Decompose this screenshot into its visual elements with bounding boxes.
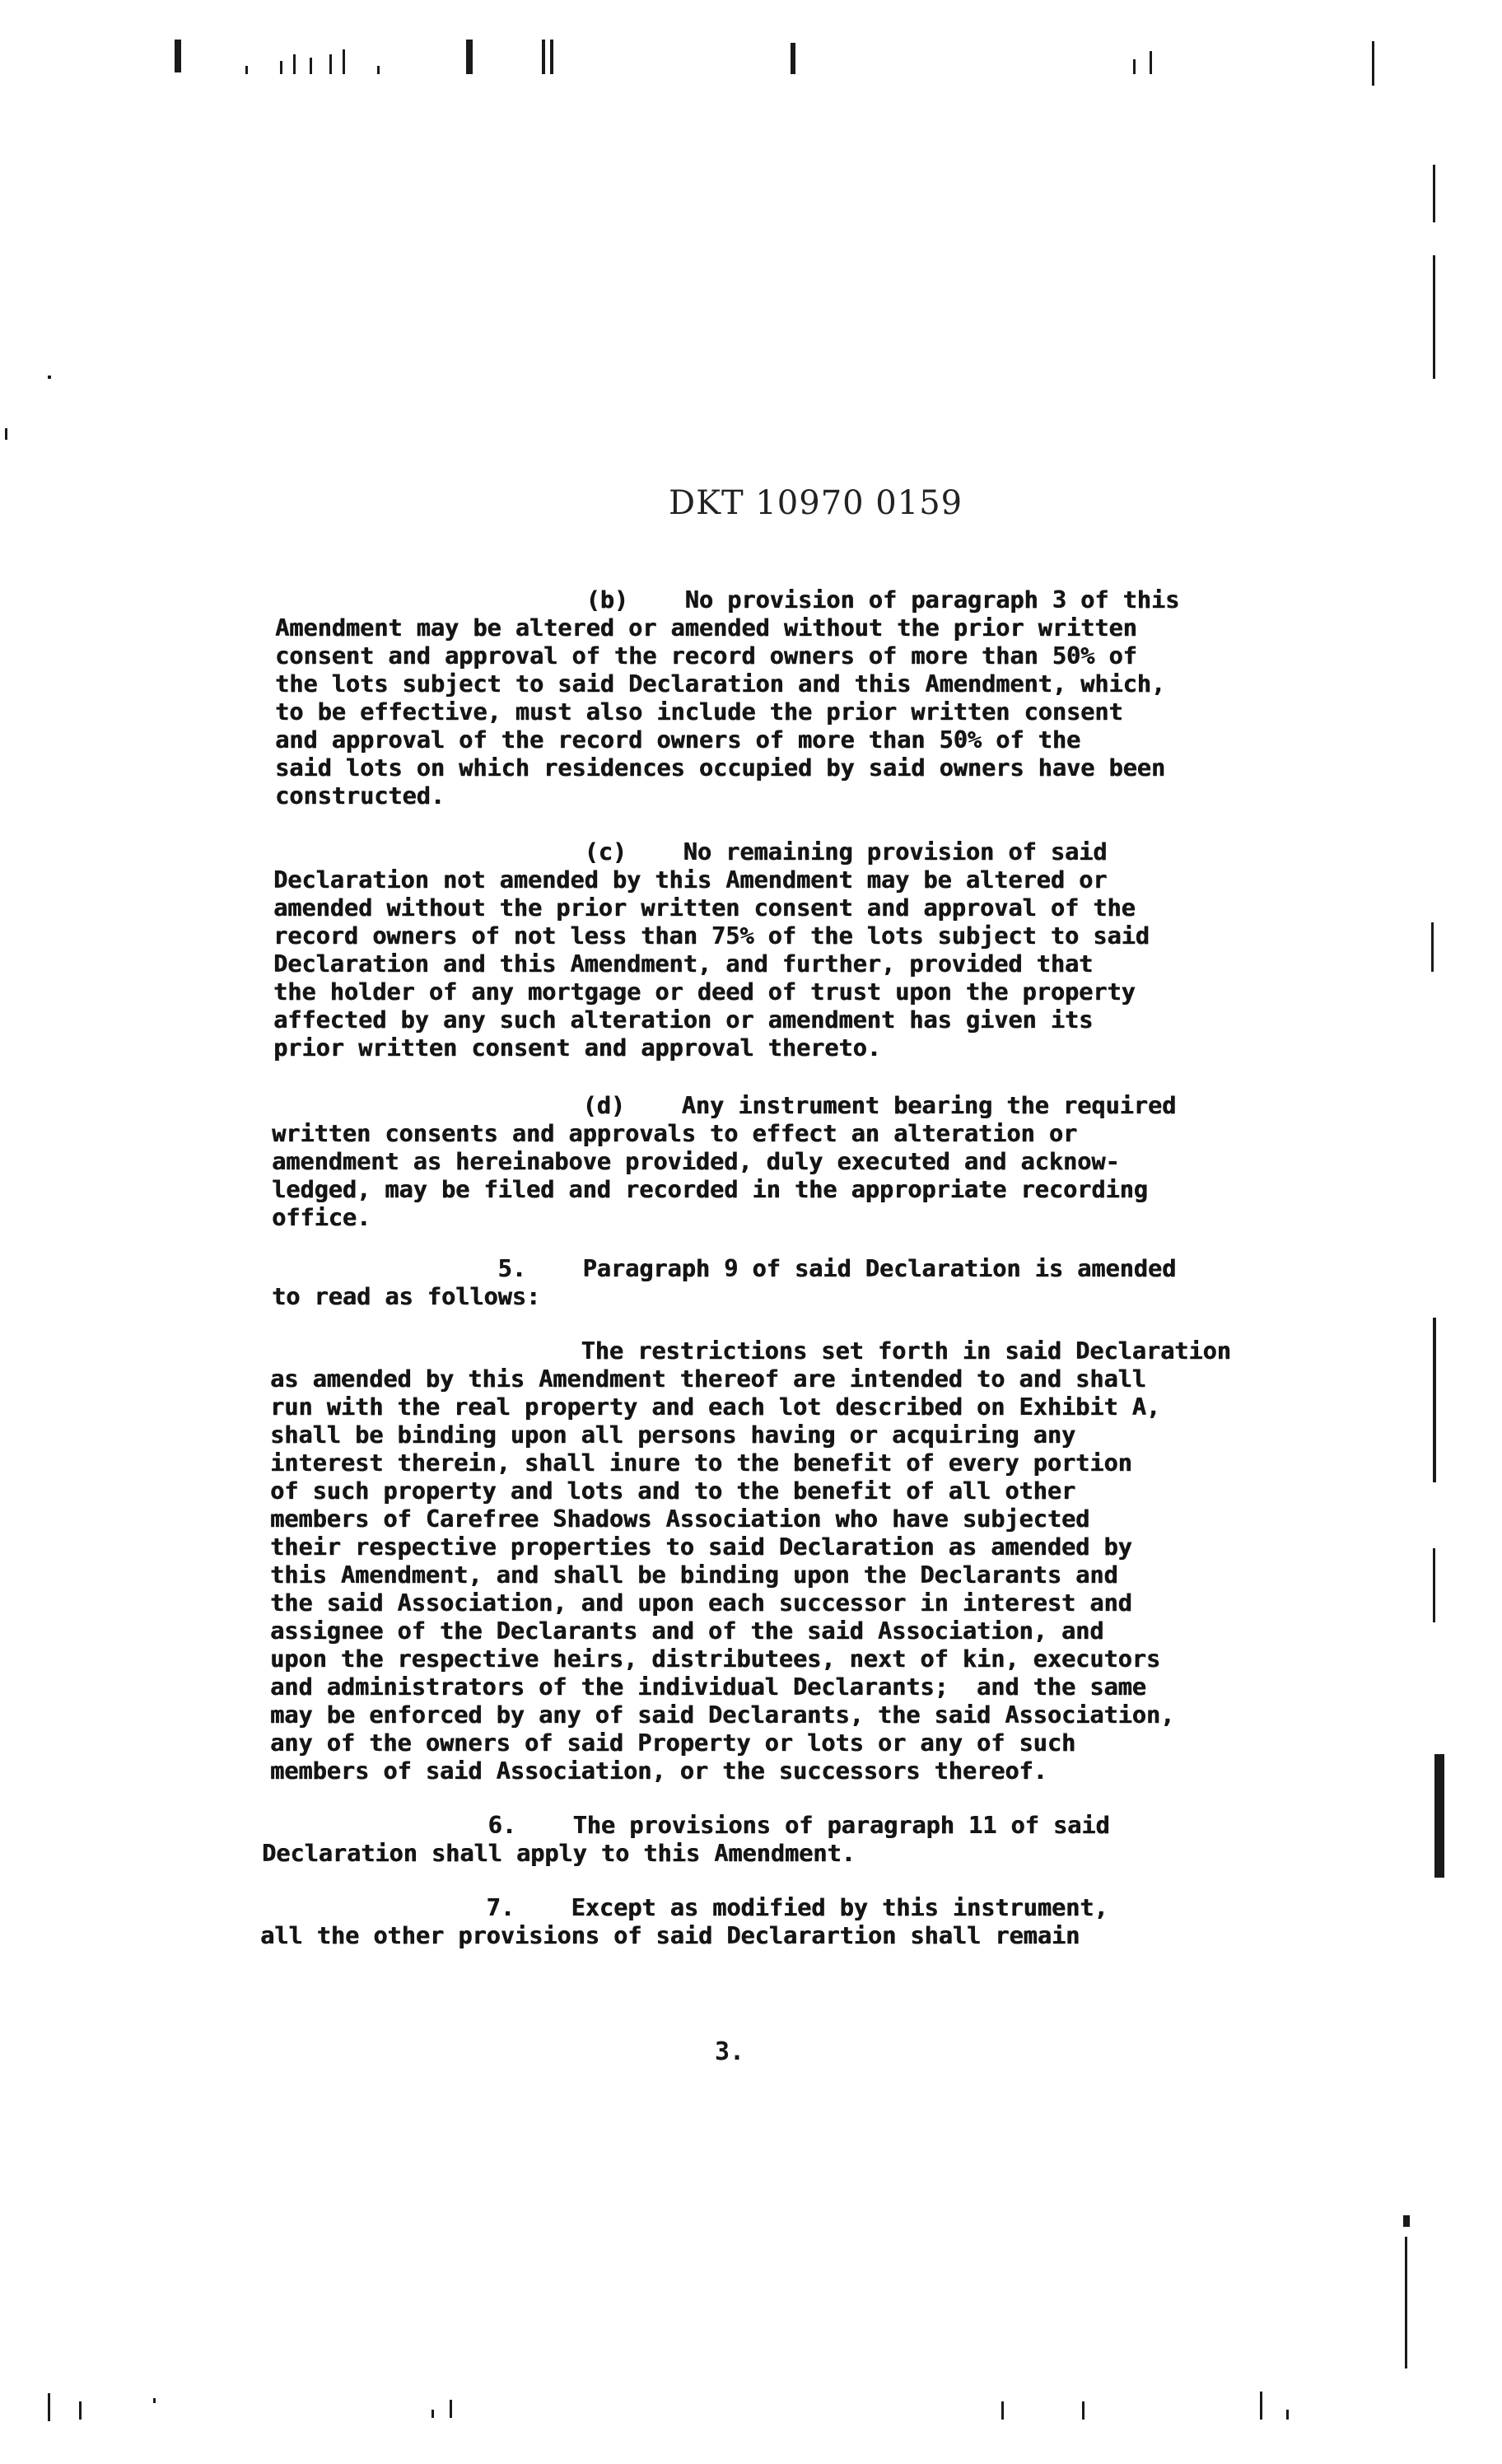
scan-artifact <box>1433 1548 1435 1622</box>
scan-artifact <box>1431 922 1434 972</box>
scan-artifact <box>48 2393 50 2421</box>
scan-artifact <box>1001 2401 1004 2420</box>
scan-artifact <box>293 54 296 74</box>
scan-artifact <box>1433 1318 1436 1482</box>
scan-artifact <box>1405 2237 1407 2368</box>
scan-artifact <box>1150 51 1152 74</box>
scan-artifact <box>175 40 181 72</box>
paragraph-5: 5. Paragraph 9 of said Declaration is amended to read as follows: <box>272 1255 1177 1310</box>
paragraph-6: 6. The provisions of paragraph 11 of said Declaration shall apply to this Amendment. <box>262 1812 1110 1867</box>
scan-artifact <box>1260 2392 1262 2420</box>
paragraph-d: (d) Any instrument bearing the required written consents and approvals to effect an alteration or amendment as hereinabove provided, duly executed and acknow- ledged, may be filed and recorded in the appropriate recording office. <box>272 1092 1177 1231</box>
scan-artifact <box>310 58 312 74</box>
scan-artifact <box>153 2398 156 2403</box>
scan-artifact <box>542 40 545 74</box>
scan-artifact <box>466 40 473 74</box>
scan-artifact <box>5 428 7 440</box>
scan-artifact <box>343 49 345 74</box>
scan-artifact <box>1434 1754 1444 1878</box>
scan-artifact <box>450 2400 452 2418</box>
scan-artifact <box>377 66 380 74</box>
scan-artifact <box>791 43 795 74</box>
document-stamp-number: DKT 10970 0159 <box>669 484 963 522</box>
paragraph-c: (c) No remaining provision of said Declaration not amended by this Amendment may be altered or amended without the prior written consent and approval of the record owners of not less than 75% of the lots subject to said Declaration and this Amendment, and further, provided that the holder of any mortgage or deed of trust upon the property affected by any such alteration or amendment has given its prior written consent and approval thereto. <box>273 838 1150 1062</box>
scan-artifact <box>1133 59 1136 74</box>
paragraph-5-quoted-text: The restrictions set forth in said Declaration as amended by this Amendment thereof are intended to and shall run with the real property and each lot described on Exhibit A, shall be binding upon all persons having or acquiring any interest therein, shall inure to the benefit of every portion of such property and lots and to the benefit of all other members of Carefree Shadows Association who have subjected their respective properties to said Declaration as amended by this Amendment, and shall be binding upon the Declarants and the said Association, and upon each successor in interest and assignee of the Declarants and of the said Association, and upon the respective heirs, distributees, next of kin, executors and administrators of the individual Declarants; and the same may be enforced by any of said Declarants, the said Association, any of the owners of said Property or lots or any of such members of said Association, or the successors thereof. <box>270 1337 1231 1785</box>
page-number: 3. <box>715 2037 745 2066</box>
scan-artifact <box>1372 41 1374 86</box>
paragraph-b: (b) No provision of paragraph 3 of this Amendment may be altered or amended without the prior written consent and approval of the record owners of more than 50% of the lots subject to said Declaration and this Amendment, which, to be effective, must also include the prior written consent and approval of the record owners of more than 50% of the said lots on which residences occupied by said owners have been constructed. <box>275 586 1180 810</box>
scan-artifact <box>431 2410 434 2418</box>
paragraph-7: 7. Except as modified by this instrument, all the other provisions of said Declarartion shall remain <box>260 1894 1108 1949</box>
scan-artifact <box>1433 255 1435 379</box>
scan-artifact <box>1433 165 1435 222</box>
scan-artifact <box>1403 2215 1410 2227</box>
scan-artifact <box>48 376 51 379</box>
scan-artifact <box>329 54 332 74</box>
scan-artifact <box>280 61 282 74</box>
scan-artifact <box>79 2401 82 2420</box>
scan-artifact <box>1082 2401 1085 2420</box>
scan-artifact <box>245 66 248 74</box>
scan-artifact <box>1286 2410 1289 2420</box>
scan-artifact <box>550 40 553 74</box>
